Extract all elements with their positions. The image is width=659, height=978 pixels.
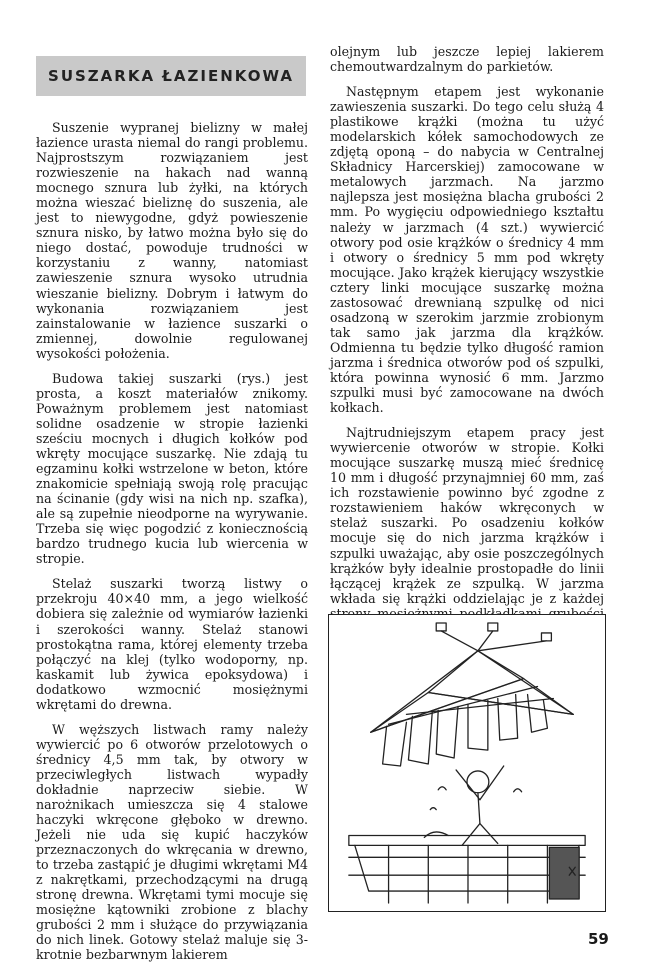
- paragraph: Suszenie wypranej bielizny w małej łazience urasta niemal do rangi problemu. Najprostszym rozwiązaniem jest rozwieszenie na hakach nad wanną mocnego sznura lub żyłki, na których można wieszać bieliznę do suszenia, ale jest to niewygodne, gdyż powieszenie sznura nisko, by łatwo można było się do niego dostać, powoduje trudności w korzystaniu z wanny, natomiast zawieszenie sznura wysoko utrudnia wieszanie bielizny. Dobrym i łatwym do wykonania rozwiązaniem jest zainstalowanie w łazience suszarki o zmiennej, dowolnie regulowanej wysokości położenia.: [36, 120, 308, 361]
- paragraph: W węższych listwach ramy należy wywiercić po 6 otworów przelotowych o średnicy 4,5 mm tak, by otwory w przeciwległych listwach wypadły dokładnie naprzeciw siebie. W narożnikach umieszcza się 4 stalowe haczyki wkręcone głęboko w drewno. Jeżeli nie uda się kupić haczyków przeznaczonych do wkręcania w drewno, to trzeba zastąpić je długimi wkrętami M4 z nakrętkami, przechodzącymi na drugą stronę drewna. Wkrętami tymi mocuje się mosiężne kątowniki zrobione z blachy grubości 2 mm i służące do przywiązania do nich linek. Gotowy stelaż maluje się 3-krotnie bezbarwnym lakierem: [36, 721, 308, 963]
- right-column: [330, 44, 604, 661]
- page-number: 59: [588, 930, 609, 948]
- dryer-drawing: [329, 615, 605, 911]
- left-column: [36, 120, 308, 973]
- paragraph: Najtrudniejszym etapem pracy jest wywiercenie otworów w stropie. Kołki mocujące suszarkę muszą mieć średnicę 10 mm i długość przynajmniej 60 mm, zaś ich rozstawienie powinno być zgodne z rozstawieniem haków wkręconych w stelaż suszarki. Po osadzeniu kołków mocuje się do nich jarzma krążków i szpulki uważając, aby osie poszczególnych krążków były idealnie prostopadłe do linii łączącej krążek ze szpulką. W jarzma wkłada się krążki oddzielając je z każdej: [330, 425, 604, 606]
- paragraph: Następnym etapem jest wykonanie zawieszenia suszarki. Do tego celu służą 4 plastikowe krążki (można tu użyć modelarskich kółek samochodowych ze zdjętą oponą – do nabycia w Centralnej Składnicy Harcerskiej) zamocowane w metalowych jarzmach. Na jarzmo najlepsza jest mosiężna blacha grubości 2 mm. Po wygięciu odpowiedniego kształtu należy w jarzmach (4 szt.) wywiercić otwory pod osie krążków o średnicy 4 mm i otwory o średnicy 5 mm pod wkręty mocujące. Jako krążek kierujący wszystkie cztery linki mocujące suszarkę można zastosować drewnianą szpulkę od nici osadzoną w szerokim jarzmie zrobionym tak samo jak jarzma dla krążków. Odmienna tu będzie tylko długość ramion jarzma i średnica otworów pod oś szpulki, która powinna wynosić 6 mm. Jarzmo szpulki musi być zamocowane na dwóch kołkach.: [330, 84, 604, 416]
- paragraph: Stelaż suszarki tworzą listwy o przekroju 40×40 mm, a jego wielkość dobiera się zależnie od wymiarów łazienki i szerokości wanny. Stelaż stanowi prostokątna rama, której elementy trzeba połączyć na klej (tylko wodoporny, np. kaskamit lub żywica epoksydowa) i dodatkowo wzmocnić mosiężnymi wkrętami do drewna.: [36, 576, 308, 712]
- dryer-illustration: [328, 614, 606, 912]
- title-band: [36, 56, 306, 96]
- paragraph: Budowa takiej suszarki (rys.) jest prosta, a koszt materiałów znikomy. Poważnym problemem jest natomiast solidne osadzenie w stropie łazienki sześciu mocnych i długich kołków pod wkręty mocujące suszarkę. Nie zdają tu egzaminu kołki wstrzelone w beton, które znakomicie spełniają swoją rolę pracując na ścinanie (gdy wisi na nich np. szafka), ale są zupełnie nieodporne na wyrywanie. Trzeba się więc pogodzić z koniecznością bardzo trudnego kucia lub wiercenia w stropie.: [36, 370, 308, 567]
- paragraph-continuation: olejnym lub jeszcze lepiej lakierem chemoutwardzalnym do parkietów.: [330, 44, 604, 75]
- article-title: SUSZARKA ŁAZIENKOWA: [48, 67, 294, 85]
